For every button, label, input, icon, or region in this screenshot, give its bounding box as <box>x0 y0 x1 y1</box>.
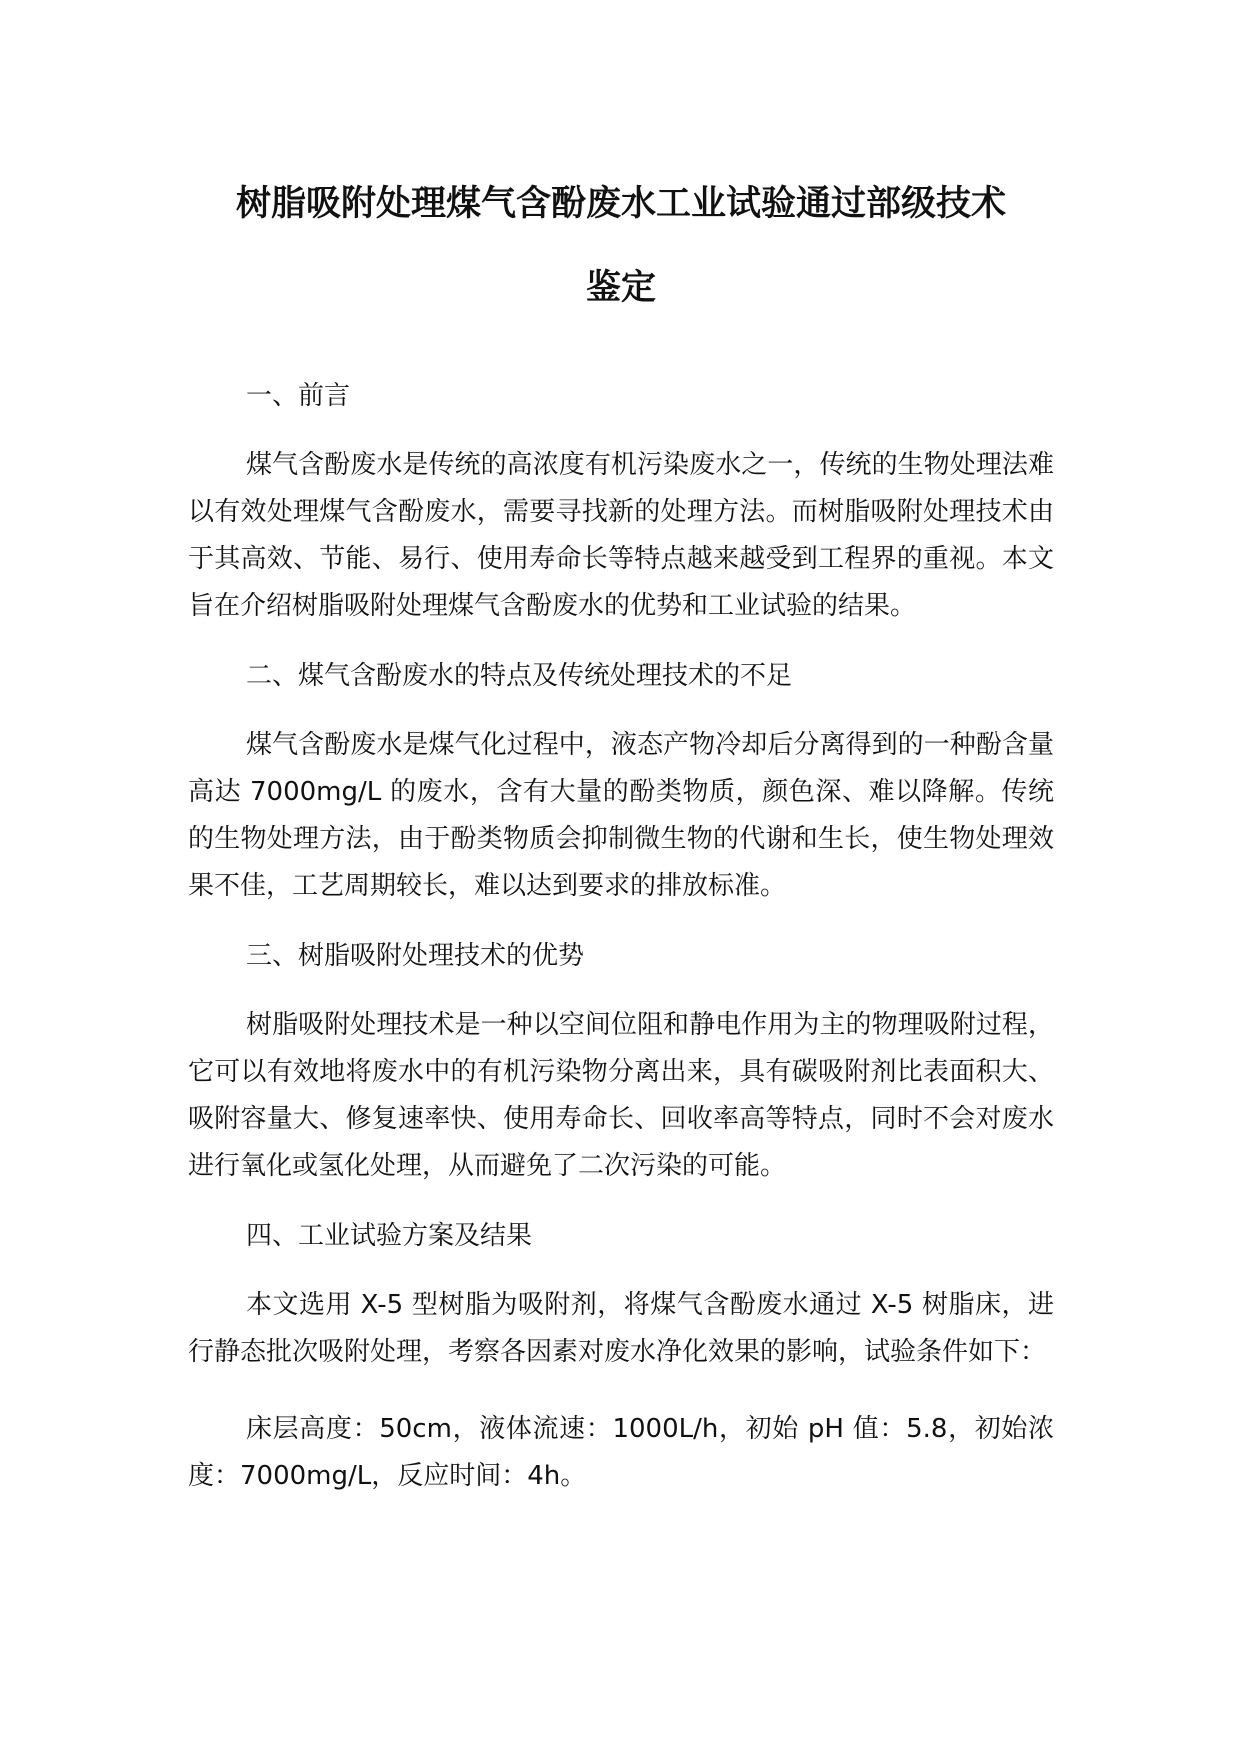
section-heading-preface: 一、前言 <box>246 381 351 411</box>
section-heading-advantages: 三、树脂吸附处理技术的优势 <box>246 941 585 971</box>
section-heading-experiment: 四、工业试验方案及结果 <box>246 1221 533 1251</box>
document-body <box>188 380 1054 1530</box>
section-paragraph-characteristics: 煤气含酚废水是煤气化过程中，液态产物冷却后分离得到的一种酚含量高达 7000mg/L 的废水，含有大量的酚类物质，颜色深、难以降解。传统的生物处理方法，由于酚类物质会抑制微生物的代谢和生长，使生物处理效果不佳，工艺周期较长，难以达到要求的排放标准。 <box>188 730 1054 901</box>
section-heading-characteristics: 二、煤气含酚废水的特点及传统处理技术的不足 <box>246 661 793 691</box>
document-title-line-2: 鉴定 <box>585 268 656 308</box>
experiment-conditions: 床层高度：50cm，液体流速：1000L/h，初始 pH 值：5.8，初始浓度：7000mg/L，反应时间：4h。 <box>188 1414 1054 1491</box>
section-paragraph-experiment: 本文选用 X-5 型树脂为吸附剂，将煤气含酚废水通过 X-5 树脂床，进行静态批次吸附处理，考察各因素对废水净化效果的影响，试验条件如下： <box>188 1290 1054 1367</box>
document-title-line-1: 树脂吸附处理煤气含酚废水工业试验通过部级技术 <box>235 184 1006 224</box>
section-paragraph-advantages: 树脂吸附处理技术是一种以空间位阻和静电作用为主的物理吸附过程，它可以有效地将废水中的有机污染物分离出来，具有碳吸附剂比表面积大、吸附容量大、修复速率快、使用寿命长、回收率高等特点，同时不会对废水进行氧化或氢化处理，从而避免了二次污染的可能。 <box>188 1010 1054 1181</box>
section-paragraph-preface: 煤气含酚废水是传统的高浓度有机污染废水之一，传统的生物处理法难以有效处理煤气含酚废水，需要寻找新的处理方法。而树脂吸附处理技术由于其高效、节能、易行、使用寿命长等特点越来越受到工程界的重视。本文旨在介绍树脂吸附处理煤气含酚废水的优势和工业试验的结果。 <box>188 450 1054 621</box>
